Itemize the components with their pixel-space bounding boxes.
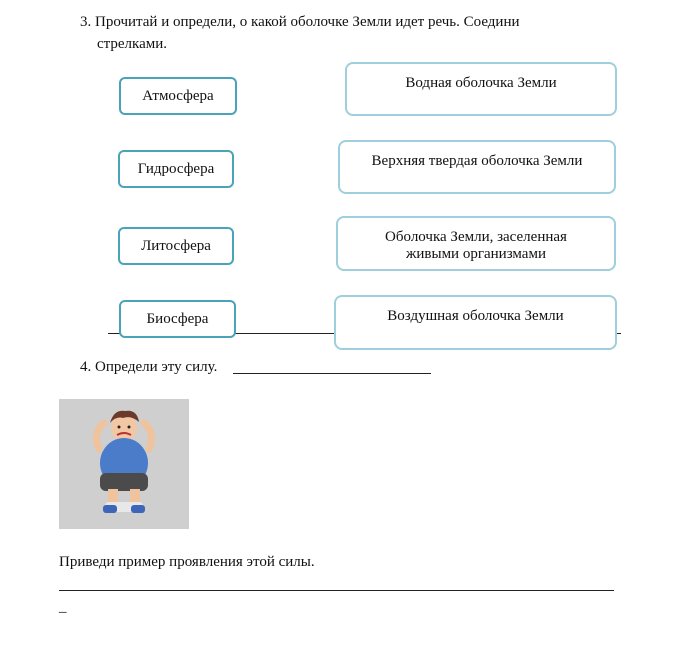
definition-box-living[interactable] (336, 216, 616, 271)
definition-box-water[interactable] (345, 62, 617, 116)
term-label: Биосфера (146, 310, 209, 327)
definition-text: Водная оболочка Земли (405, 75, 557, 91)
term-box-hydrosphere[interactable] (118, 150, 234, 188)
definition-box-solid[interactable] (338, 140, 616, 194)
answer-line-force[interactable] (233, 373, 431, 374)
person-on-scale-image (59, 399, 189, 529)
term-box-atmosphere[interactable] (119, 77, 237, 115)
definition-text: Верхняя твердая оболочка Земли (371, 153, 583, 169)
task3-heading-line2: стрелками. (97, 36, 168, 52)
task4-question: 4. Определи эту силу. (80, 359, 218, 375)
definition-text: Оболочка Земли, заселенная (385, 229, 567, 245)
person-icon (59, 399, 189, 529)
task3-heading-line1: 3. Прочитай и определи, о какой оболочке Земли идет речь. Соедини (80, 14, 520, 30)
term-box-lithosphere[interactable] (118, 227, 234, 265)
definition-text: Воздушная оболочка Земли (387, 308, 564, 324)
term-label: Гидросфера (137, 160, 215, 177)
term-label: Литосфера (141, 237, 211, 254)
answer-line-example[interactable] (59, 590, 614, 591)
term-label: Атмосфера (142, 87, 214, 104)
definition-text-cut: живыми организмами (406, 246, 546, 262)
definition-box-air[interactable] (334, 295, 617, 350)
term-box-biosphere[interactable] (119, 300, 236, 338)
trailing-mark: _ (59, 599, 67, 615)
example-prompt: Приведи пример проявления этой силы. (59, 554, 315, 570)
